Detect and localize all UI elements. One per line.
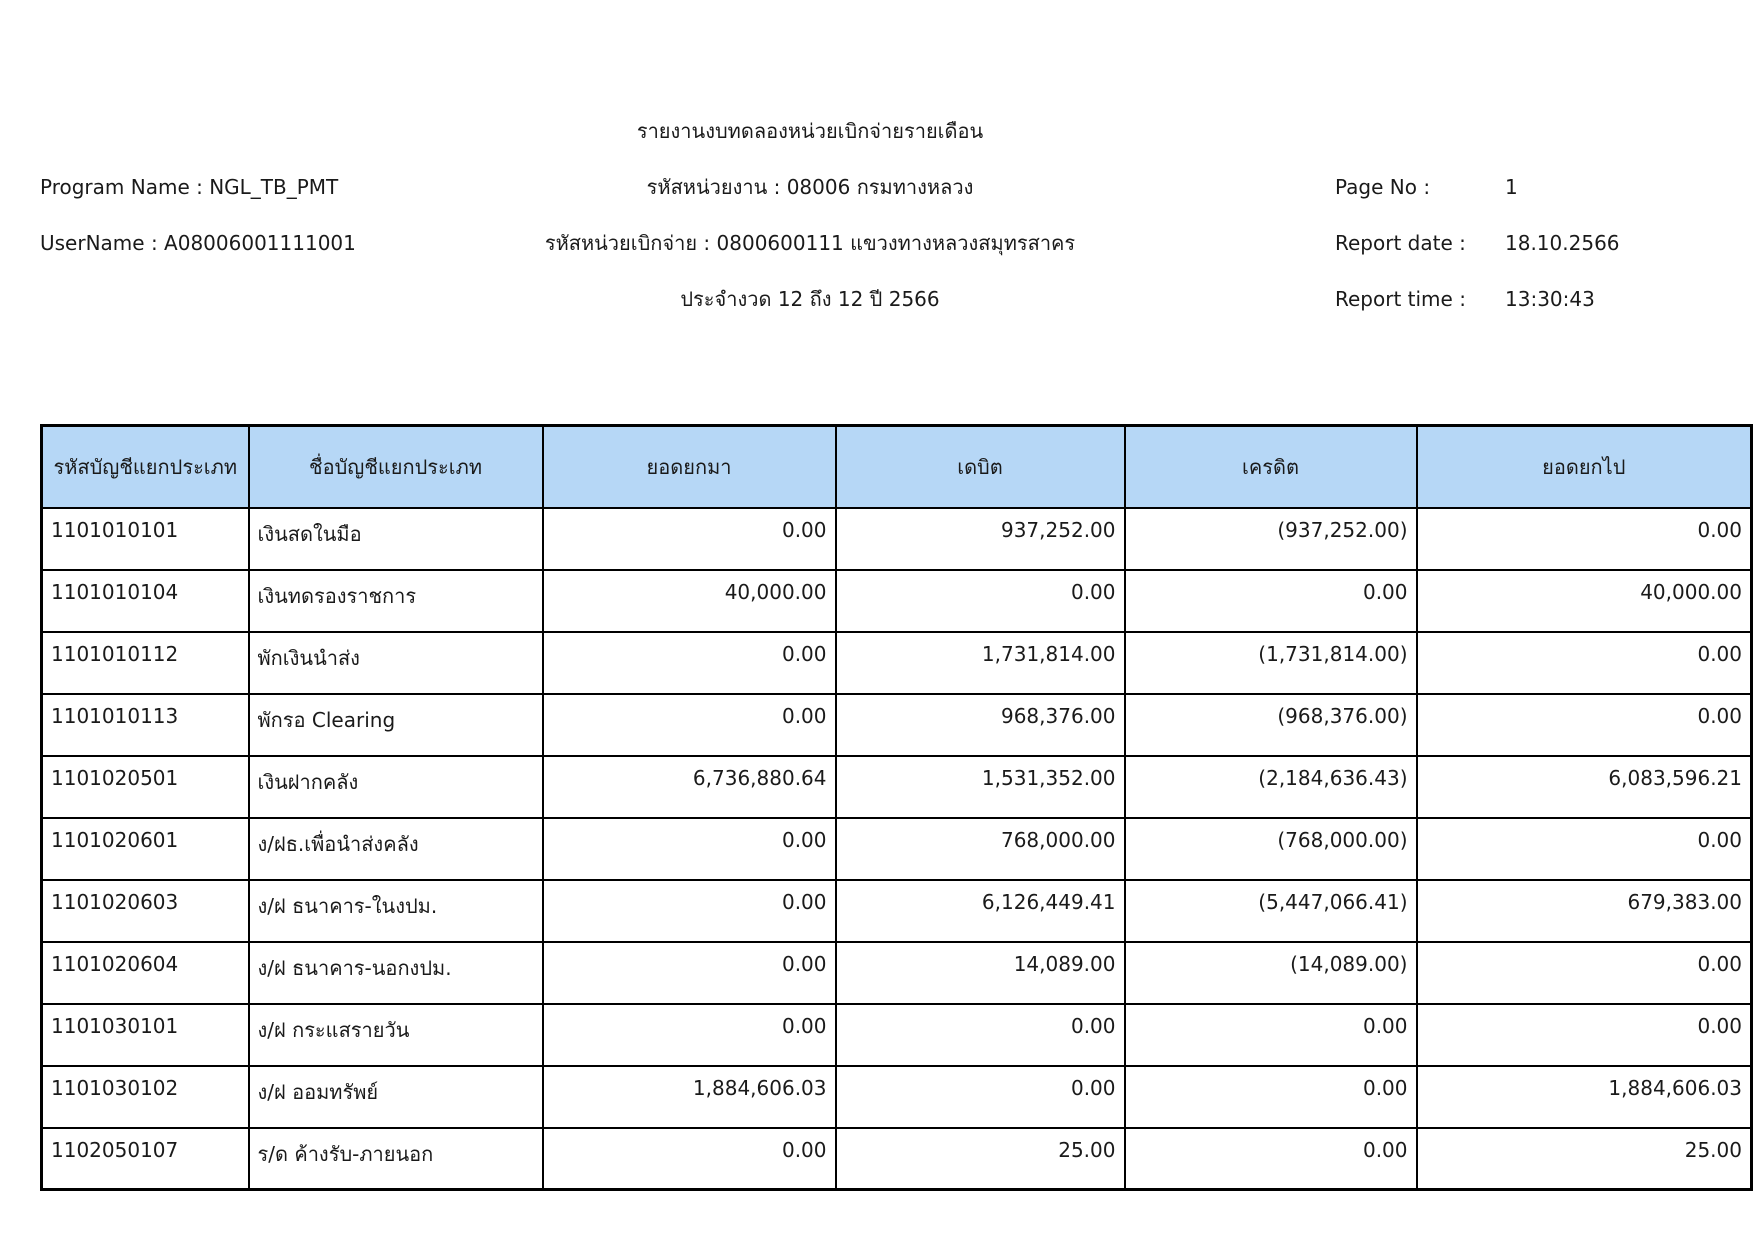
account-name-cell: พักเงินนำส่ง xyxy=(249,632,543,694)
account-code-cell: 1101020603 xyxy=(42,880,249,942)
balance-carried-cell: 40,000.00 xyxy=(1417,570,1752,632)
balance-carried-cell: 0.00 xyxy=(1417,694,1752,756)
debit-cell: 0.00 xyxy=(836,570,1125,632)
table-row xyxy=(42,942,1752,1004)
account-name-cell: ร/ด ค้างรับ-ภายนอก xyxy=(249,1128,543,1190)
credit-cell: 0.00 xyxy=(1125,1066,1417,1128)
debit-cell: 968,376.00 xyxy=(836,694,1125,756)
credit-cell: (968,376.00) xyxy=(1125,694,1417,756)
table-row xyxy=(42,1004,1752,1066)
balance-forward-cell: 0.00 xyxy=(543,632,836,694)
program-name-line: Program Name : NGL_TB_PMT xyxy=(40,175,339,199)
account-code-column-header: รหัสบัญชีแยกประเภท xyxy=(42,426,249,508)
balance-forward-cell: 0.00 xyxy=(543,508,836,570)
agency-code-line: รหัสหน่วยงาน : 08006 กรมทางหลวง xyxy=(646,175,974,199)
credit-cell: 0.00 xyxy=(1125,1004,1417,1066)
balance-forward-cell: 0.00 xyxy=(543,942,836,1004)
account-code-cell: 1101020501 xyxy=(42,756,249,818)
balance-carried-cell: 0.00 xyxy=(1417,942,1752,1004)
table-body xyxy=(42,508,1752,1190)
account-name-cell: เงินฝากคลัง xyxy=(249,756,543,818)
balance-forward-cell: 0.00 xyxy=(543,880,836,942)
credit-column-header: เครดิต xyxy=(1125,426,1417,508)
account-name-cell: ง/ฝ กระแสรายวัน xyxy=(249,1004,543,1066)
disburse-unit-line: รหัสหน่วยเบิกจ่าย : 0800600111 แขวงทางหลวงสมุทรสาคร xyxy=(544,231,1076,255)
table-header xyxy=(42,426,1752,508)
balance-carried-cell: 0.00 xyxy=(1417,508,1752,570)
table-row xyxy=(42,880,1752,942)
balance-carried-cell: 679,383.00 xyxy=(1417,880,1752,942)
debit-cell: 937,252.00 xyxy=(836,508,1125,570)
page-no-value: 1 xyxy=(1505,175,1518,199)
credit-cell: (2,184,636.43) xyxy=(1125,756,1417,818)
account-name-cell: เงินสดในมือ xyxy=(249,508,543,570)
table-row xyxy=(42,508,1752,570)
balance-carried-cell: 0.00 xyxy=(1417,818,1752,880)
balance-forward-cell: 40,000.00 xyxy=(543,570,836,632)
debit-cell: 768,000.00 xyxy=(836,818,1125,880)
table-row xyxy=(42,818,1752,880)
account-name-cell: ง/ฝ ออมทรัพย์ xyxy=(249,1066,543,1128)
credit-cell: (768,000.00) xyxy=(1125,818,1417,880)
credit-cell: (937,252.00) xyxy=(1125,508,1417,570)
report-date-value: 18.10.2566 xyxy=(1505,231,1620,255)
account-name-cell: เงินทดรองราชการ xyxy=(249,570,543,632)
credit-cell: (1,731,814.00) xyxy=(1125,632,1417,694)
balance-carried-cell: 1,884,606.03 xyxy=(1417,1066,1752,1128)
balance-forward-column-header: ยอดยกมา xyxy=(543,426,836,508)
balance-carried-cell: 25.00 xyxy=(1417,1128,1752,1190)
account-code-cell: 1102050107 xyxy=(42,1128,249,1190)
balance-forward-cell: 0.00 xyxy=(543,1128,836,1190)
username-line: UserName : A08006001111001 xyxy=(40,231,356,255)
balance-forward-cell: 0.00 xyxy=(543,1004,836,1066)
table-header-row xyxy=(42,426,1752,508)
account-code-cell: 1101010113 xyxy=(42,694,249,756)
balance-carried-cell: 0.00 xyxy=(1417,632,1752,694)
table-row xyxy=(42,756,1752,818)
account-name-cell: พักรอ Clearing xyxy=(249,694,543,756)
debit-cell: 14,089.00 xyxy=(836,942,1125,1004)
debit-cell: 1,531,352.00 xyxy=(836,756,1125,818)
account-name-cell: ง/ฝ ธนาคาร-นอกงปม. xyxy=(249,942,543,1004)
report-title: รายงานงบทดลองหน่วยเบิกจ่ายรายเดือน xyxy=(636,119,984,143)
debit-cell: 0.00 xyxy=(836,1066,1125,1128)
debit-cell: 6,126,449.41 xyxy=(836,880,1125,942)
table-row xyxy=(42,1066,1752,1128)
account-code-cell: 1101020601 xyxy=(42,818,249,880)
report-time-label: Report time : xyxy=(1335,287,1466,311)
credit-cell: (14,089.00) xyxy=(1125,942,1417,1004)
credit-cell: 0.00 xyxy=(1125,1128,1417,1190)
debit-cell: 25.00 xyxy=(836,1128,1125,1190)
balance-forward-cell: 6,736,880.64 xyxy=(543,756,836,818)
account-code-cell: 1101010104 xyxy=(42,570,249,632)
table-row xyxy=(42,1128,1752,1190)
debit-column-header: เดบิต xyxy=(836,426,1125,508)
balance-carried-cell: 0.00 xyxy=(1417,1004,1752,1066)
table-row xyxy=(42,694,1752,756)
account-code-cell: 1101010101 xyxy=(42,508,249,570)
table-row xyxy=(42,632,1752,694)
balance-forward-cell: 1,884,606.03 xyxy=(543,1066,836,1128)
debit-cell: 0.00 xyxy=(836,1004,1125,1066)
balance-forward-cell: 0.00 xyxy=(543,694,836,756)
period-line: ประจำงวด 12 ถึง 12 ปี 2566 xyxy=(680,287,940,311)
account-name-cell: ง/ฝธ.เพื่อนำส่งคลัง xyxy=(249,818,543,880)
balance-carried-column-header: ยอดยกไป xyxy=(1417,426,1752,508)
account-name-column-header: ชื่อบัญชีแยกประเภท xyxy=(249,426,543,508)
account-code-cell: 1101030102 xyxy=(42,1066,249,1128)
balance-carried-cell: 6,083,596.21 xyxy=(1417,756,1752,818)
account-name-cell: ง/ฝ ธนาคาร-ในงปม. xyxy=(249,880,543,942)
account-code-cell: 1101020604 xyxy=(42,942,249,1004)
page-no-label: Page No : xyxy=(1335,175,1431,199)
report-date-label: Report date : xyxy=(1335,231,1466,255)
account-code-cell: 1101010112 xyxy=(42,632,249,694)
report-time-value: 13:30:43 xyxy=(1505,287,1595,311)
account-code-cell: 1101030101 xyxy=(42,1004,249,1066)
credit-cell: 0.00 xyxy=(1125,570,1417,632)
debit-cell: 1,731,814.00 xyxy=(836,632,1125,694)
credit-cell: (5,447,066.41) xyxy=(1125,880,1417,942)
table-row xyxy=(42,570,1752,632)
trial-balance-table xyxy=(40,424,1753,1191)
balance-forward-cell: 0.00 xyxy=(543,818,836,880)
